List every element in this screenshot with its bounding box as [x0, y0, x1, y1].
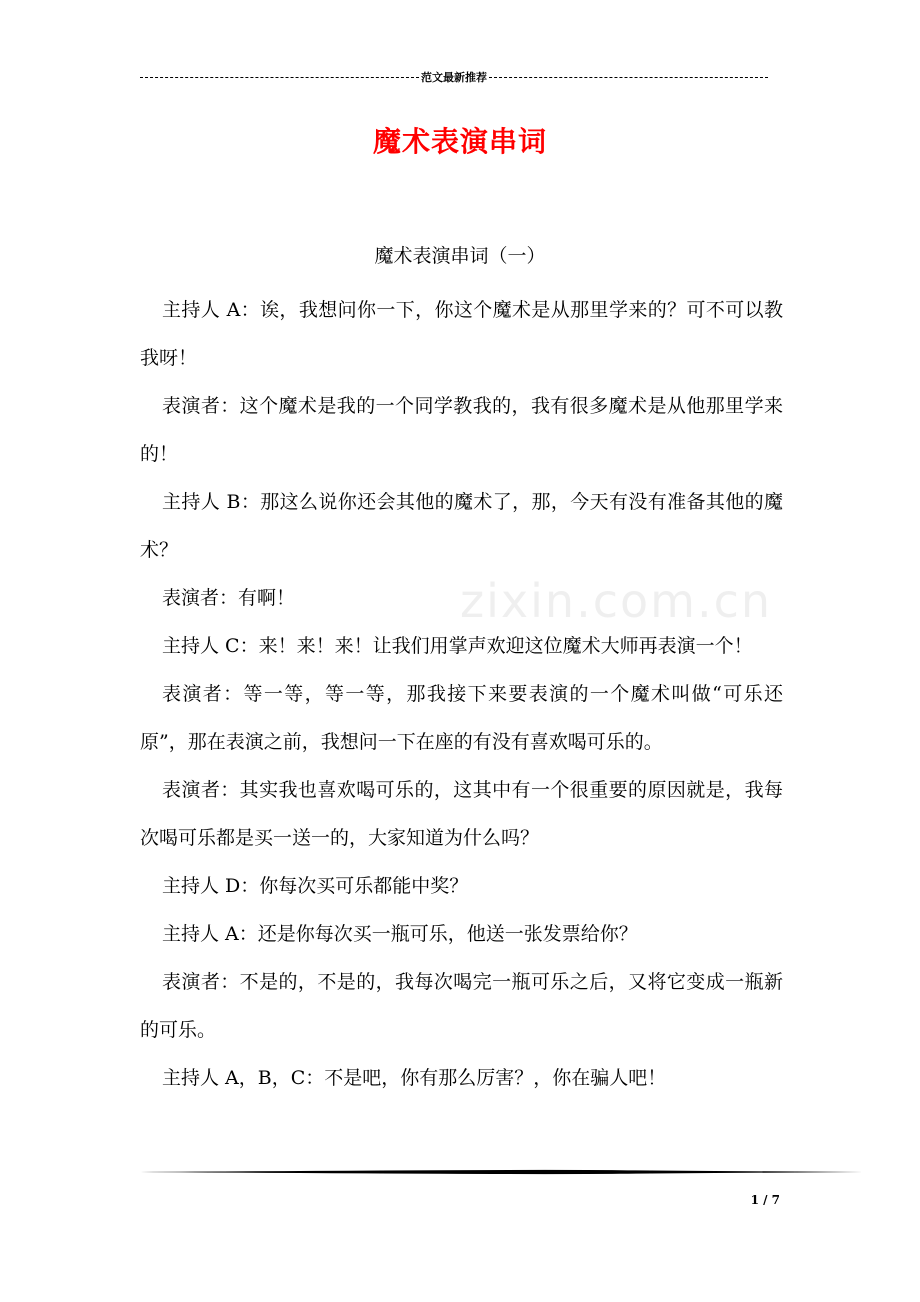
- paragraph: 表演者：有啊！: [162, 587, 296, 609]
- watermark: zixin.com.cn: [460, 574, 773, 628]
- section-title: 魔术表演串词（一）: [374, 245, 546, 267]
- paragraph: 主持人 A，B，C：不是吧，你有那么厉害？，你在骗人吧！: [162, 1067, 667, 1089]
- paragraph: 主持人 B：那这么说你还会其他的魔术了，那，今天有没有准备其他的魔术？: [140, 491, 783, 561]
- header-dash-right: [489, 77, 768, 78]
- header-dash-left: [140, 77, 419, 78]
- paragraph: 主持人 A：还是你每次买一瓶可乐，他送一张发票给你？: [162, 923, 638, 945]
- header-label: 范文最新推荐: [421, 71, 487, 84]
- document-body: [140, 286, 783, 1102]
- page-header: [140, 68, 768, 86]
- paragraph: 主持人 C：来！来！来！让我们用掌声欢迎这位魔术大师再表演一个！: [162, 635, 753, 657]
- footer-rule: [140, 1168, 863, 1176]
- paragraph: 表演者：其实我也喜欢喝可乐的，这其中有一个很重要的原因就是，我每次喝可乐都是买一送一的，大家知道为什么吗？: [140, 779, 783, 849]
- page-number: 1 / 7: [750, 1193, 780, 1207]
- paragraph: 主持人 D：你每次买可乐都能中奖？: [162, 875, 469, 897]
- paragraph: 主持人 A：诶，我想问你一下，你这个魔术是从那里学来的？可不可以教我呀！: [140, 299, 783, 369]
- document-title: 魔术表演串词: [372, 125, 547, 158]
- paragraph: 表演者：这个魔术是我的一个同学教我的，我有很多魔术是从他那里学来的！: [140, 395, 783, 465]
- paragraph: 表演者：等一等，等一等，那我接下来要表演的一个魔术叫做“可乐还原”，那在表演之前，我想问一下在座的有没有喜欢喝可乐的。: [140, 683, 783, 753]
- paragraph: 表演者：不是的，不是的，我每次喝完一瓶可乐之后，又将它变成一瓶新的可乐。: [140, 971, 783, 1041]
